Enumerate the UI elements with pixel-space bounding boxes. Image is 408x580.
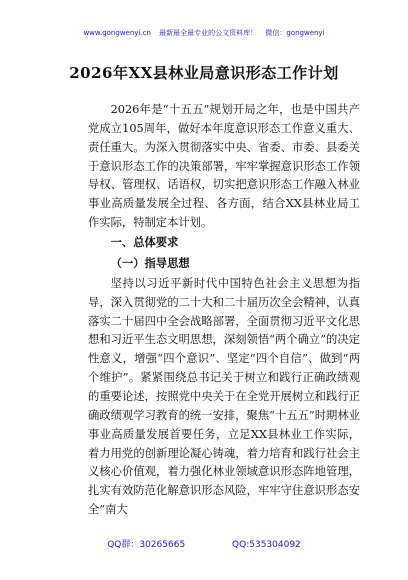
page-footer bbox=[0, 537, 408, 550]
subsection-heading-guiding-ideology: （一）指导思想 bbox=[110, 256, 190, 270]
footer-qq-group: QQ群：30265665 bbox=[107, 540, 186, 550]
document-title: 2026年XX县林业局意识形态工作计划 bbox=[69, 64, 339, 82]
header-slogan: 最新最全最专业的公文资料库！ bbox=[159, 29, 258, 37]
footer-qq: QQ:535304092 bbox=[232, 540, 301, 550]
page-header bbox=[0, 28, 408, 38]
intro-paragraph: 2026年是“十五五”规划开局之年，也是中国共产党成立105周年，做好本年度意识形态工作意义重大、责任重大。为深入贯彻落实中央、省委、市委、县委关于意识形态工作的决策部署，牢牢掌握意识形态工作领导权、管理权、话语权，切实把意识形态工作融入林业事业高质量发展全过程、各方面，结合XX县林业局工作实际，特制定本计划。 bbox=[88, 103, 360, 230]
header-website-link[interactable]: www.gongwenyi.cn bbox=[83, 29, 151, 37]
guiding-ideology-paragraph: 坚持以习近平新时代中国特色社会主义思想为指导，深入贯彻党的二十大和二十届历次全会精神，认真落实二十届四中全会战略部署，全面贯彻习近平文化思想和习近平生态文明思想，深刻领悟“两个确立”的决定性意义，增强“四个意识”、坚定“四个自信”、做到“两个维护”。紧紧围绕总书记关于树立和践行正确政绩观的重要论述，按照党中央关于在全党开展树立和践行正确政绩观学习教育的统一安排，聚焦“十五五”时期林业事业高质量发展首要任务，立足XX县林业工作实际，着力用党的创新理论凝心铸魂，着力培育和践行社会主义核心价值观，着力强化林业领域意识形态阵地管理，扎实有效防范化解意识形态风险，牢牢守住意识形态安全“南大 bbox=[88, 276, 360, 517]
document-body bbox=[88, 101, 360, 520]
section-heading-general-requirements: 一、总体要求 bbox=[110, 235, 179, 249]
header-wechat: 微信：gongwenyi bbox=[265, 29, 325, 37]
